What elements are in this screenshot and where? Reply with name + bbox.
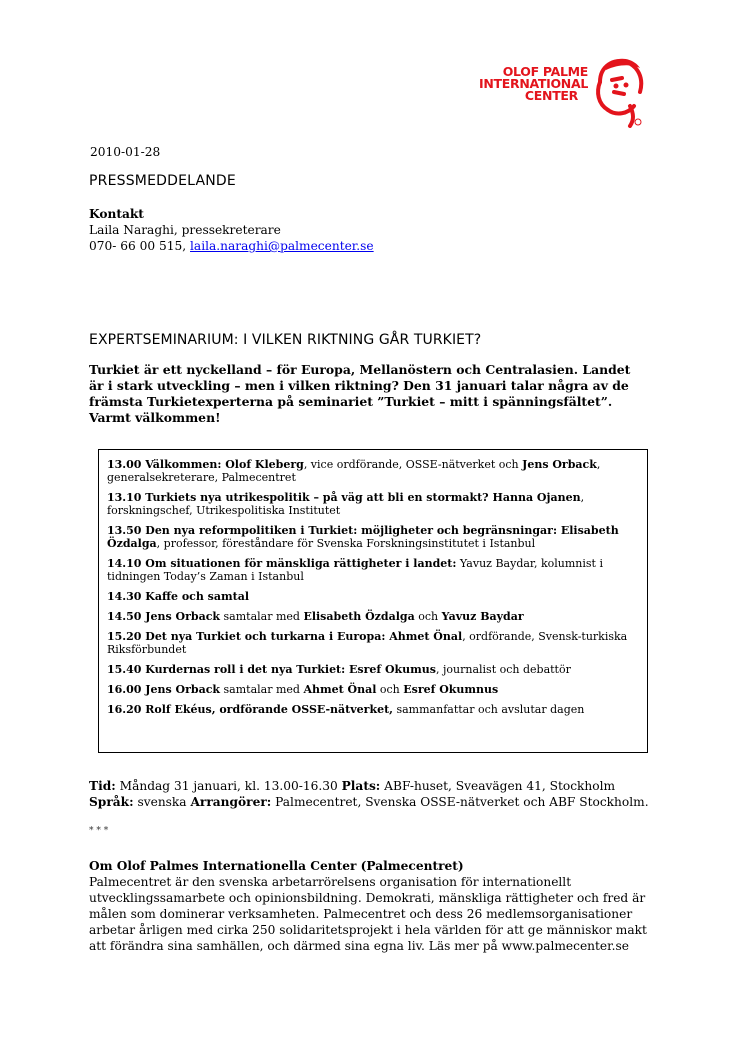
program-item-text2: och [376,683,404,696]
program-box [98,449,648,753]
intro-paragraph: Turkiet är ett nyckelland – för Europa, Mellanöstern och Centralasien. Landet är i stark utveckling – men i vilken riktning? Den 31 januari talar några av de främsta Turkietexperterna på seminariet ”Turkiet – mitt i spänningsfältet”. Varmt välkommen! [89,362,631,425]
contact-line [89,238,649,254]
about-heading: Om Olof Palmes Internationella Center (Palmecentret) [89,859,464,873]
program-item-bold1: 14.50 Jens Orback [107,610,221,623]
contact-block [89,206,649,254]
program-item-text1: Yavuz Baydar, kolumnist i tidningen Today’s Zaman i Istanbul [107,557,603,583]
organizers-label: Arrangörer: [190,795,272,809]
logo-line-3: CENTER [524,88,578,103]
program-item-bold2: Jens Orback [522,458,597,471]
organizers-value: Palmecentret, Svenska OSSE-nätverket och ABF Stockholm. [271,795,649,809]
program-item-bold3: Yavuz Baydar [441,610,524,623]
program-item-bold1: 13.50 Den nya reformpolitiken i Turkiet: möjligheter och begränsningar: Elisabeth Özdalga [107,524,619,550]
program-list [99,450,647,716]
logo-line-2: INTERNATIONAL [479,76,588,91]
program-item-text1: samtalar med [220,610,304,623]
program-item [107,524,641,550]
time-value: Måndag 31 januari, kl. 13.00-16.30 [115,779,342,793]
program-item-bold2: Ahmet Önal [303,683,377,696]
program-item-bold3: Esref Okumnus [403,683,499,696]
program-item-text1: , forskningschef, Utrikespolitiska Institutet [107,491,585,517]
program-item [107,458,641,484]
program-item [107,610,641,623]
program-item-bold1: 16.00 Jens Orback [107,683,221,696]
program-item [107,590,641,603]
language-value: svenska [133,795,191,809]
program-item-text2: , generalsekreterare, Palmecentret [107,458,601,484]
program-item-bold1: 14.30 Kaffe och samtal [107,590,250,603]
program-item [107,663,641,676]
separator: * * * [89,826,109,836]
program-item-text1: , professor, föreståndare för Svenska Forskningsinstitutet i Istanbul [156,537,536,550]
program-item-text1: , vice ordförande, OSSE-nätverket och [303,458,523,471]
about-body: Palmecentret är den svenska arbetarrörelsens organisation för internationellt utvecklingssamarbete och opinionsbildning. Demokrati, mänskliga rättigheter och fred är målen som dominerar verksamheten. Palmecentret och dess 26 medlemsorganisationer arbetar årligen med cirka 250 solidaritetsprojekt i hela världen för att ge människor makt att förändra sina samhällen, och därmed sina egna liv. Läs mer på www.palmecenter.se [89,875,647,953]
program-item-text2: och [414,610,442,623]
program-item-bold1: 14.10 Om situationen för mänskliga rättigheter i landet: [107,557,457,570]
event-details [89,778,669,810]
language-label: Språk: [89,795,134,809]
program-item [107,630,641,656]
place-label: Plats: [341,779,381,793]
contact-name: Laila Naraghi, pressekreterare [89,223,281,237]
doc-type: PRESSMEDDELANDE [89,173,236,189]
program-item-bold1: 15.20 Det nya Turkiet och turkarna i Europa: Ahmet Önal [107,630,463,643]
place-value: ABF-huset, Sveavägen 41, Stockholm [380,779,616,793]
program-item [107,703,641,716]
program-item [107,683,641,696]
logo-line-1: OLOF PALME [502,64,588,79]
contact-email-link[interactable]: laila.naraghi@palmecenter.se [190,239,374,253]
program-item-text1: sammanfattar och avslutar dagen [392,703,585,716]
program-item-text1: samtalar med [220,683,304,696]
details-line-2 [89,794,669,810]
contact-heading: Kontakt [89,207,144,221]
program-item-text1: , ordförande, Svensk-turkiska Riksförbundet [107,630,628,656]
time-label: Tid: [89,779,116,793]
about-section [89,858,659,954]
program-item-bold2: Elisabeth Özdalga [303,610,415,623]
program-item-bold1: 13.10 Turkiets nya utrikespolitik – på väg att bli en stormakt? Hanna Ojanen [107,491,581,504]
logo [458,56,658,128]
program-item-bold1: 13.00 Välkommen: Olof Kleberg [107,458,304,471]
program-item [107,557,641,583]
palme-portrait-icon [586,56,650,128]
program-item-text1: , journalist och debattör [436,663,571,676]
program-item-bold1: 16.20 Rolf Ekéus, ordförande OSSE-nätverket, [107,703,393,716]
program-item-bold1: 15.40 Kurdernas roll i det nya Turkiet: Esref Okumus [107,663,436,676]
page-title: EXPERTSEMINARIUM: I VILKEN RIKTNING GÅR TURKIET? [89,332,482,348]
contact-phone: 070- 66 00 515, [89,239,187,253]
date: 2010-01-28 [90,145,161,159]
program-item [107,491,641,517]
details-line-1 [89,778,669,794]
